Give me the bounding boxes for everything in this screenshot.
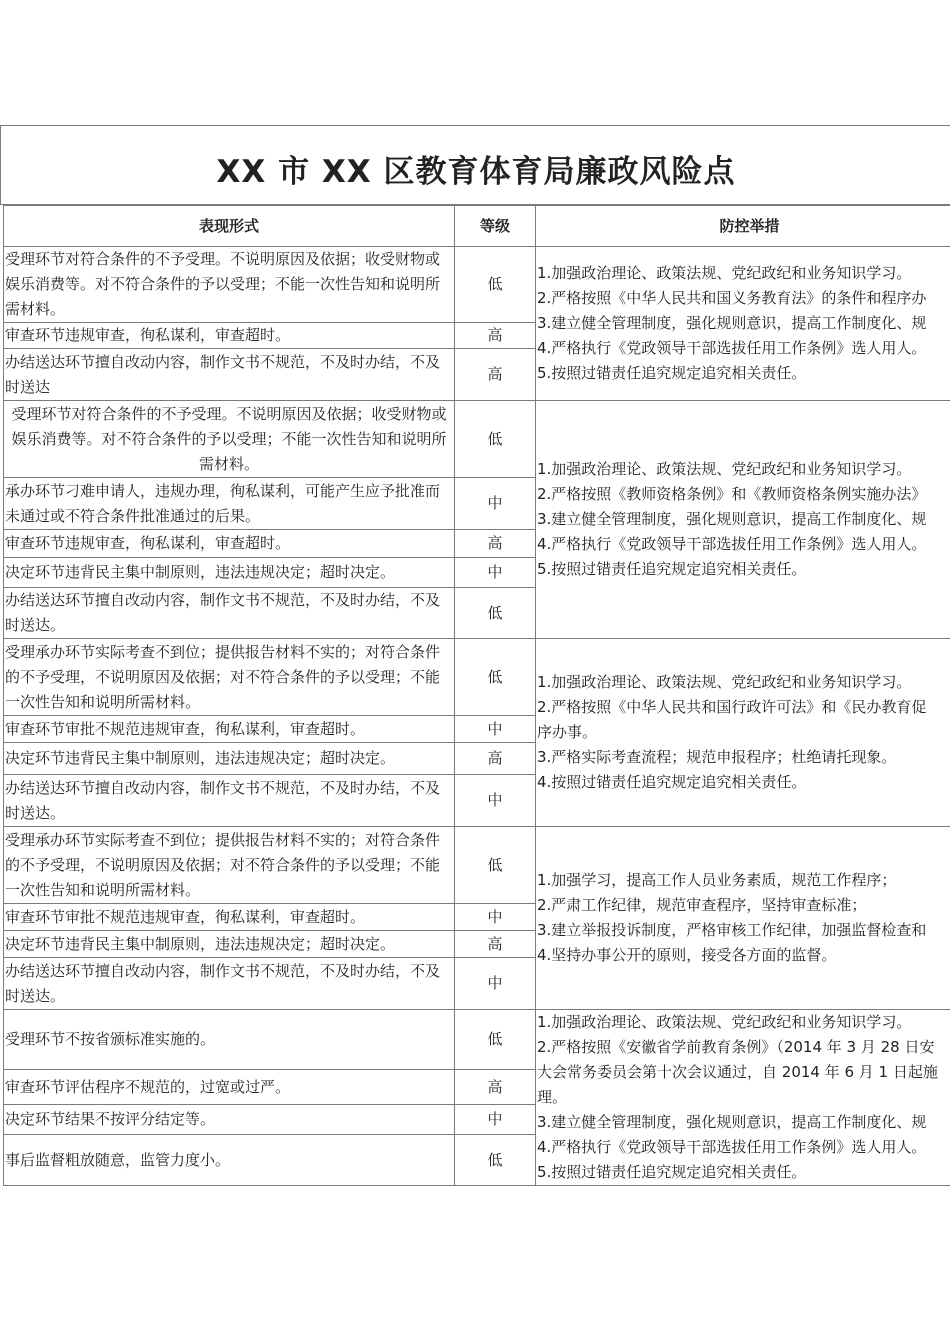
header-row [4, 206, 950, 247]
table-row [4, 639, 950, 716]
measure-line: 大会常务委员会第十次会议通过，自 2014 年 6 月 1 日起施 [537, 1063, 938, 1081]
measure-line: 2.严格按照《中华人民共和国行政许可法》和《民办教育促 [537, 698, 927, 716]
table-row [4, 247, 950, 323]
risk-level: 中 [455, 1105, 536, 1135]
risk-level: 高 [455, 1070, 536, 1105]
risk-description: 受理环节对符合条件的不予受理。不说明原因及依据；收受财物或娱乐消费等。对不符合条件的予以受理；不能一次性告知和说明所需材料。 [4, 401, 455, 478]
risk-table [3, 205, 950, 1186]
risk-description: 决定环节违背民主集中制原则，违法违规决定；超时决定。 [4, 743, 455, 775]
measure-line: 1.加强学习，提高工作人员业务素质，规范工作程序； [537, 871, 897, 889]
table-row [4, 827, 950, 904]
measure-line: 3.严格实际考查流程；规范申报程序；杜绝请托现象。 [537, 748, 897, 766]
risk-description: 办结送达环节擅自改动内容，制作文书不规范，不及时办结，不及时送达。 [4, 588, 455, 639]
risk-level: 高 [455, 349, 536, 401]
measure-line: 2.严格按照《安徽省学前教育条例》（2014 年 3 月 28 日安 [537, 1038, 935, 1056]
measure-line: 1.加强政治理论、政策法规、党纪政纪和业务知识学习。 [537, 264, 912, 282]
measure-line: 2.严格按照《教师资格条例》和《教师资格条例实施办法》 [537, 485, 927, 503]
risk-description: 决定环节违背民主集中制原则，违法违规决定；超时决定。 [4, 931, 455, 958]
risk-level: 高 [455, 323, 536, 349]
measure-line: 1.加强政治理论、政策法规、党纪政纪和业务知识学习。 [537, 1013, 912, 1031]
risk-level: 低 [455, 639, 536, 716]
page-title: XX 市 XX 区教育体育局廉政风险点 [216, 154, 736, 190]
measure-line: 4.严格执行《党政领导干部选拔任用工作条例》选人用人。 [537, 339, 927, 357]
measure-line: 5.按照过错责任追究规定追究相关责任。 [537, 1163, 807, 1181]
prevention-measures [536, 247, 950, 401]
risk-level: 低 [455, 827, 536, 904]
risk-level: 中 [455, 958, 536, 1010]
risk-description: 决定环节违背民主集中制原则，违法违规决定；超时决定。 [4, 558, 455, 588]
table-row [4, 1010, 950, 1070]
measure-line: 4.按照过错责任追究规定追究相关责任。 [537, 773, 807, 791]
risk-level: 高 [455, 743, 536, 775]
title-box [0, 125, 950, 205]
risk-level: 高 [455, 931, 536, 958]
risk-description: 审查环节违规审查，徇私谋利，审查超时。 [4, 530, 455, 558]
prevention-measures [536, 639, 950, 827]
table-row [4, 401, 950, 478]
prevention-measures [536, 1010, 950, 1186]
measure-line: 1.加强政治理论、政策法规、党纪政纪和业务知识学习。 [537, 673, 912, 691]
risk-description: 审查环节审批不规范违规审查，徇私谋利，审查超时。 [4, 716, 455, 743]
risk-description: 办结送达环节擅自改动内容，制作文书不规范，不及时办结，不及时送达。 [4, 775, 455, 827]
prevention-measures [536, 827, 950, 1010]
header-level: 等级 [455, 206, 536, 247]
risk-level: 低 [455, 401, 536, 478]
risk-description: 决定环节结果不按评分结定等。 [4, 1105, 455, 1135]
risk-level: 低 [455, 1010, 536, 1070]
risk-description: 受理环节对符合条件的不予受理。不说明原因及依据；收受财物或娱乐消费等。对不符合条件的予以受理；不能一次性告知和说明所需材料。 [4, 247, 455, 323]
risk-description: 受理环节不按省颁标准实施的。 [4, 1010, 455, 1070]
measure-line: 3.建立健全管理制度，强化规则意识，提高工作制度化、规 [537, 510, 927, 528]
risk-description: 受理承办环节实际考查不到位；提供报告材料不实的；对符合条件的不予受理，不说明原因及依据；对不符合条件的予以受理；不能一次性告知和说明所需材料。 [4, 827, 455, 904]
risk-level: 低 [455, 247, 536, 323]
measure-line: 4.严格执行《党政领导干部选拔任用工作条例》选人用人。 [537, 1138, 927, 1156]
risk-description: 审查环节审批不规范违规审查，徇私谋利，审查超时。 [4, 904, 455, 931]
header-measures: 防控举措 [536, 206, 950, 247]
risk-description: 办结送达环节擅自改动内容，制作文书不规范，不及时办结，不及时送达。 [4, 958, 455, 1010]
risk-description: 审查环节违规审查，徇私谋利，审查超时。 [4, 323, 455, 349]
risk-level: 中 [455, 775, 536, 827]
risk-level: 中 [455, 478, 536, 530]
risk-level: 中 [455, 558, 536, 588]
measure-line: 4.严格执行《党政领导干部选拔任用工作条例》选人用人。 [537, 535, 927, 553]
risk-level: 低 [455, 588, 536, 639]
risk-description: 受理承办环节实际考查不到位；提供报告材料不实的；对符合条件的不予受理，不说明原因及依据；对不符合条件的予以受理；不能一次性告知和说明所需材料。 [4, 639, 455, 716]
risk-description: 事后监督粗放随意，监管力度小。 [4, 1135, 455, 1186]
measure-line: 4.坚持办事公开的原则，接受各方面的监督。 [537, 946, 837, 964]
measure-line: 序办事。 [537, 723, 598, 741]
risk-description: 办结送达环节擅自改动内容，制作文书不规范，不及时办结，不及时送达 [4, 349, 455, 401]
measure-line: 3.建立健全管理制度，强化规则意识，提高工作制度化、规 [537, 314, 927, 332]
measure-line: 1.加强政治理论、政策法规、党纪政纪和业务知识学习。 [537, 460, 912, 478]
risk-level: 中 [455, 716, 536, 743]
measure-line: 3.建立举报投诉制度，严格审核工作纪律，加强监督检查和 [537, 921, 927, 939]
measure-line: 5.按照过错责任追究规定追究相关责任。 [537, 364, 807, 382]
risk-level: 低 [455, 1135, 536, 1186]
measure-line: 理。 [537, 1088, 568, 1106]
risk-sheet [0, 125, 950, 1185]
prevention-measures [536, 401, 950, 639]
risk-level: 中 [455, 904, 536, 931]
risk-description: 承办环节刁难申请人，违规办理，徇私谋利，可能产生应予批准而未通过或不符合条件批准通过的后果。 [4, 478, 455, 530]
risk-description: 审查环节评估程序不规范的，过宽或过严。 [4, 1070, 455, 1105]
risk-level: 高 [455, 530, 536, 558]
measure-line: 5.按照过错责任追究规定追究相关责任。 [537, 560, 807, 578]
header-form: 表现形式 [4, 206, 455, 247]
measure-line: 2.严格按照《中华人民共和国义务教育法》的条件和程序办 [537, 289, 927, 307]
measure-line: 3.建立健全管理制度，强化规则意识，提高工作制度化、规 [537, 1113, 927, 1131]
measure-line: 2.严肃工作纪律，规范审查程序，坚持审查标准； [537, 896, 867, 914]
